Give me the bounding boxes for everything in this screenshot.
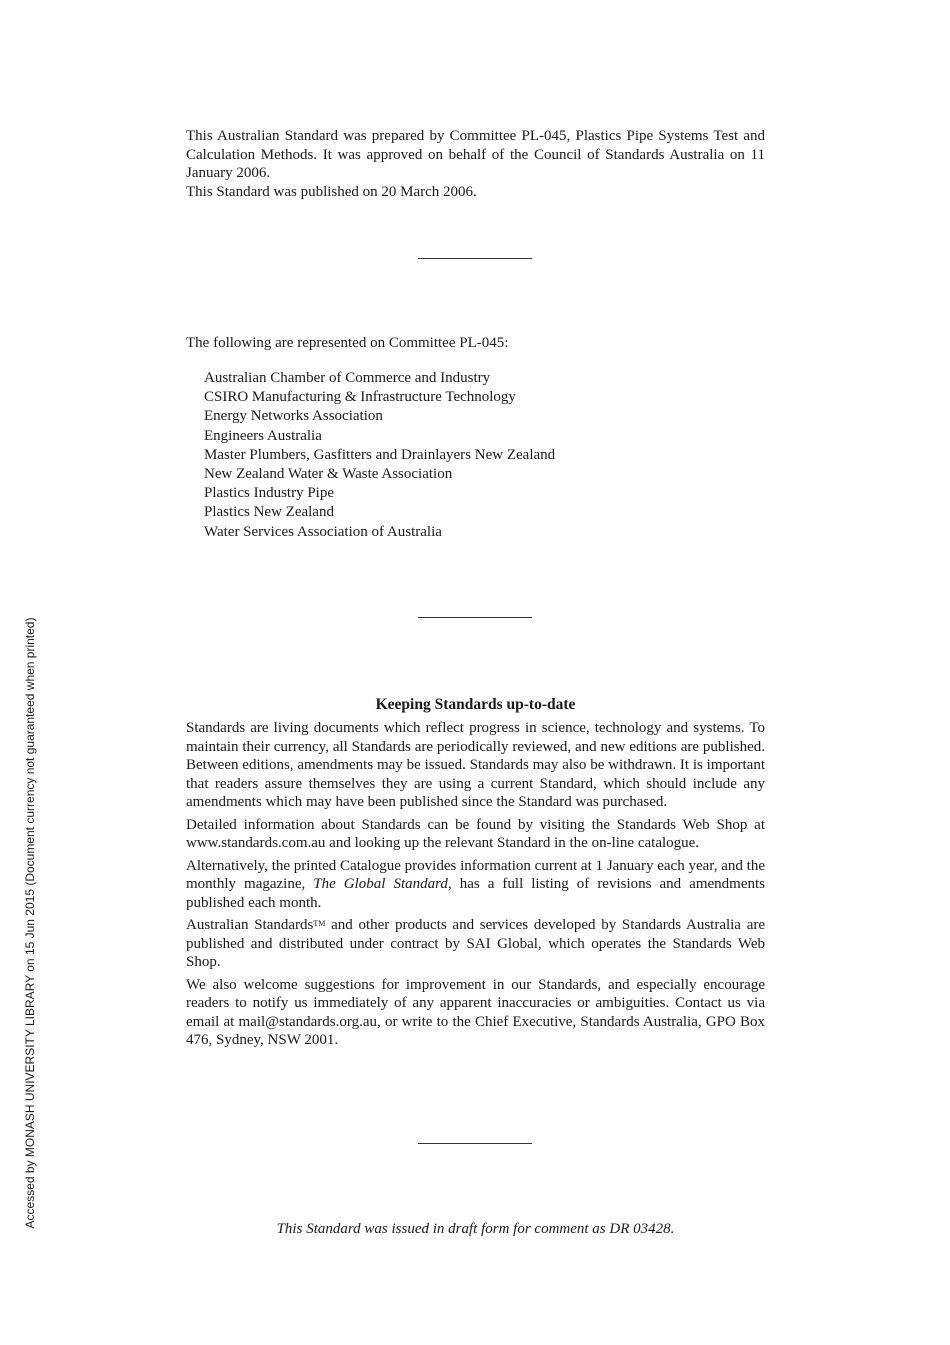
text-run: , has a full listing of revisions and amendments published each month. (186, 876, 765, 911)
approval-paragraph: This Australian Standard was prepared by Committee PL-045, Plastics Pipe Systems Test and Calculation Methods. It was approved on behalf of the Council of Standards Australia on 11 January 2006. (186, 128, 765, 181)
publication-title: The Global Standard (313, 876, 448, 892)
section-divider (418, 1143, 532, 1144)
section-title: Keeping Standards up-to-date (375, 696, 576, 713)
paragraph: We also welcome suggestions for improvement in our Standards, and especially encourage readers to notify us immediately of any apparent inaccuracies or ambiguities. Contact us via email at mail@standards.org.au, or write to the Chief Executive, Standards Australia, GPO Box 476, Sydney, NSW 2001. (186, 976, 765, 1048)
keeping-standards-section (186, 719, 765, 1054)
list-item: Engineers Australia (204, 427, 322, 444)
list-item: Energy Networks Association (204, 408, 383, 425)
paragraph (186, 916, 765, 972)
access-watermark: Accessed by MONASH UNIVERSITY LIBRARY on 15 Jun 2015 (Document currency not guaranteed when printed) (23, 617, 37, 1229)
approval-statement (186, 127, 765, 201)
text-run: Australian Standards (186, 917, 314, 933)
list-item: Plastics Industry Pipe (204, 485, 334, 502)
section-divider (418, 258, 532, 259)
list-item: Water Services Association of Australia (204, 523, 442, 540)
publication-date: This Standard was published on 20 March 2006. (186, 183, 477, 200)
paragraph (186, 857, 765, 913)
text-run: and other products and services developed by Standards Australia are published and distributed under contract by SAI Global, which operates the Standards Web Shop. (186, 917, 766, 970)
text-run: Alternatively, the printed Catalogue provides information current at 1 January each year, and the monthly magazine, (186, 857, 765, 892)
list-item: Master Plumbers, Gasfitters and Drainlayers New Zealand (204, 446, 556, 463)
paragraph: Standards are living documents which reflect progress in science, technology and systems. To maintain their currency, all Standards are periodically reviewed, and new editions are published. Between editions, amendments may be issued. Standards may also be withdrawn. It is important that readers assure themselves they are using a current Standard, which should include any amendments which may have been published since the Standard was purchased. (186, 720, 765, 810)
committee-heading: The following are represented on Committee PL-045: (186, 335, 509, 351)
paragraph: Detailed information about Standards can be found by visiting the Standards Web Shop at www.standards.com.au and looking up the relevant Standard in the on-line catalogue. (186, 816, 765, 851)
trademark-mark: TM (313, 919, 326, 928)
list-item: New Zealand Water & Waste Association (204, 466, 453, 483)
list-item: Australian Chamber of Commerce and Industry (204, 370, 491, 386)
committee-member-list (204, 369, 555, 542)
list-item: Plastics New Zealand (204, 504, 334, 521)
list-item: CSIRO Manufacturing & Infrastructure Technology (204, 389, 516, 406)
section-divider (418, 617, 532, 618)
draft-note: This Standard was issued in draft form for comment as DR 03428. (276, 1221, 675, 1237)
